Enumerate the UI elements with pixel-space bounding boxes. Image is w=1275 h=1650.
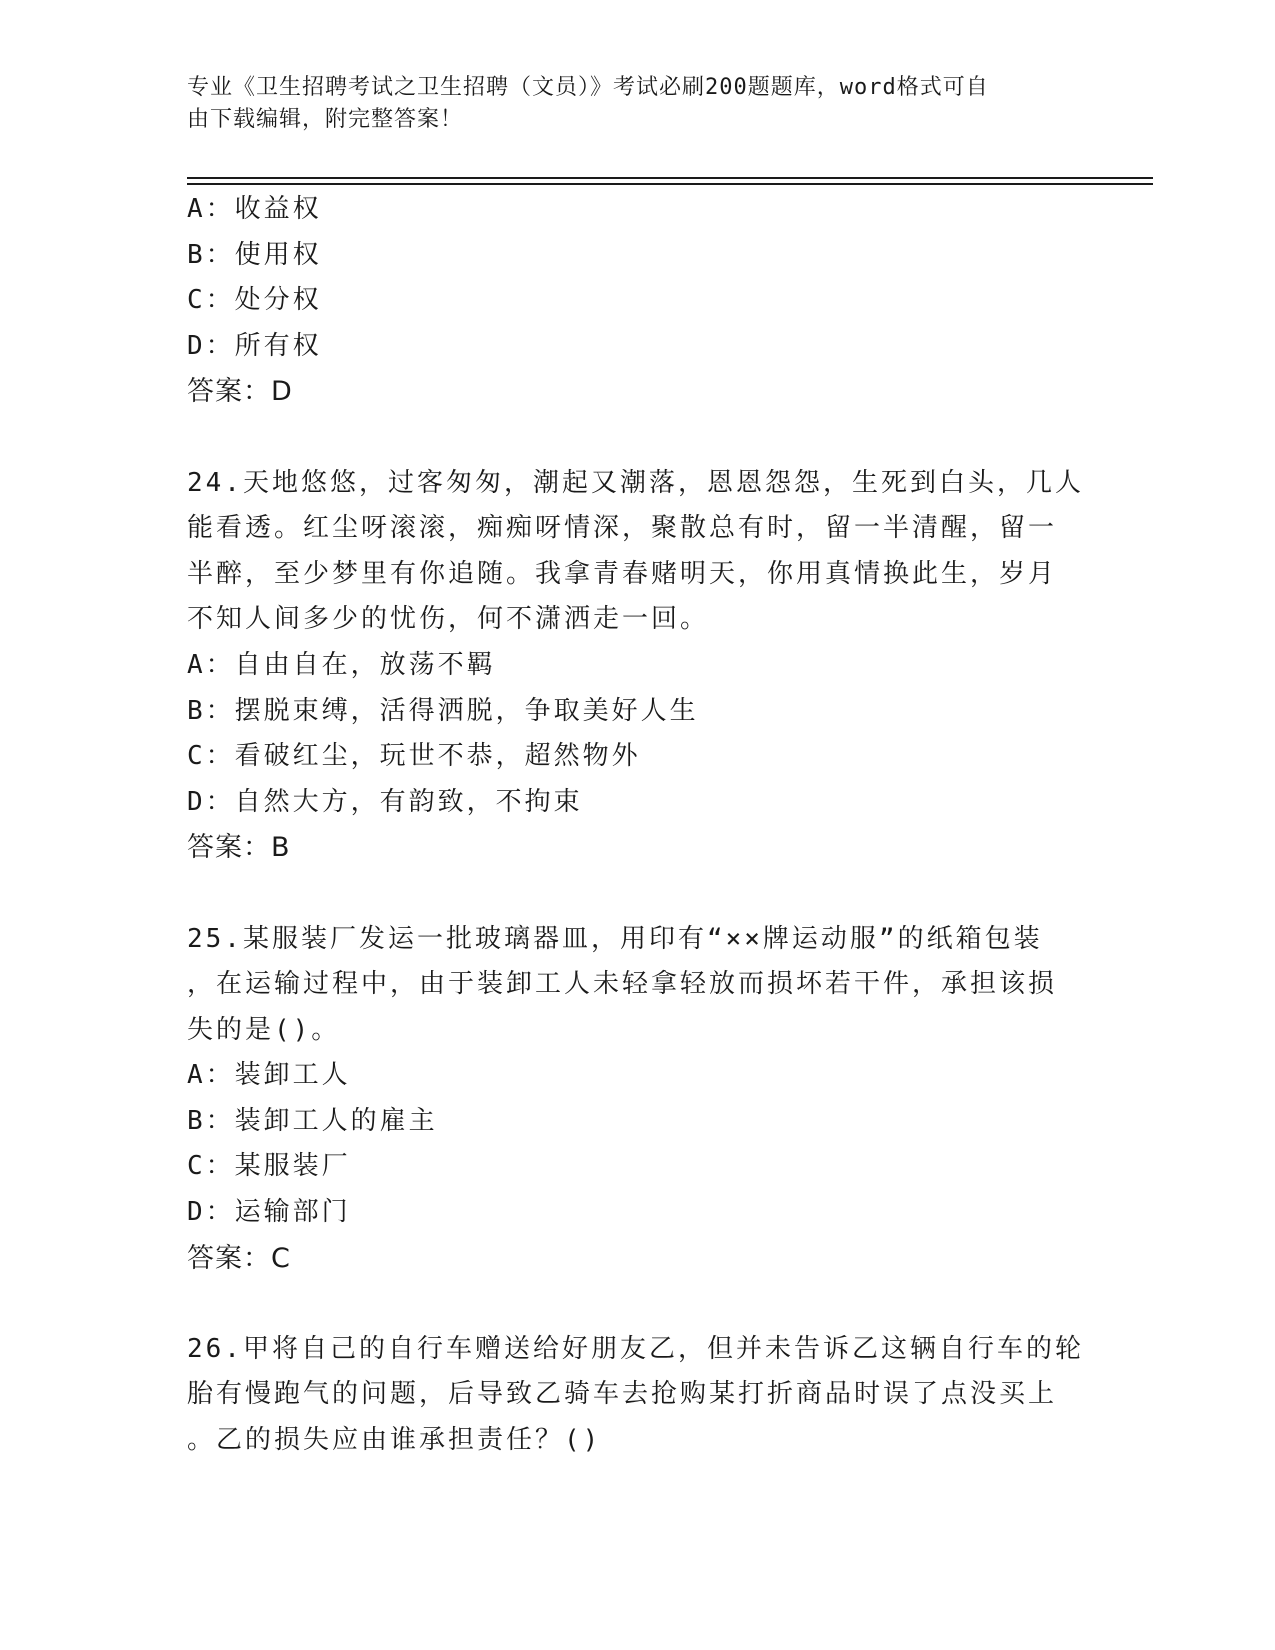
option-a: A：装卸工人 (187, 1060, 351, 1091)
option-b: B：使用权 (187, 239, 322, 270)
question-text-line: 25.某服装厂发运一批玻璃器皿，用印有“××牌运动服”的纸箱包装 (187, 923, 1043, 954)
question-text-line: 胎有慢跑气的问题，后导致乙骑车去抢购某打折商品时误了点没买上 (187, 1379, 1058, 1410)
header-title-line-1: 专业《卫生招聘考试之卫生招聘（文员）》考试必刷200题题库，word格式可自 (187, 75, 989, 100)
option-b: B：摆脱束缚，活得洒脱，争取美好人生 (187, 695, 699, 726)
header-divider-top (187, 177, 1153, 179)
option-b: B：装卸工人的雇主 (187, 1105, 438, 1136)
option-c: C：处分权 (187, 285, 322, 316)
question-23 (187, 187, 1087, 415)
option-a: A：自由自在，放荡不羁 (187, 649, 496, 680)
question-text-line: 半醉，至少梦里有你追随。我拿青春赌明天，你用真情换此生，岁月 (187, 558, 1058, 589)
document-header (187, 72, 1067, 136)
question-text-line: 不知人间多少的忧伤，何不潇洒走一回。 (187, 604, 710, 635)
option-d: D：自然大方，有韵致，不拘束 (187, 786, 583, 817)
question-text-line: ，在运输过程中，由于装卸工人未轻拿轻放而损坏若干件，承担该损 (187, 969, 1058, 1000)
option-a: A：收益权 (187, 194, 322, 224)
header-divider-bottom (187, 183, 1153, 185)
question-text-line: 26.甲将自己的自行车赠送给好朋友乙，但并未告诉乙这辆自行车的轮 (187, 1333, 1084, 1364)
question-26 (187, 1327, 1087, 1464)
question-text-line: 失的是()。 (187, 1014, 341, 1045)
question-text-line: 24.天地悠悠，过客匆匆，潮起又潮落，恩恩怨怨，生死到白头，几人 (187, 467, 1084, 498)
option-c: C：看破红尘，玩世不恭，超然物外 (187, 741, 641, 772)
question-24 (187, 461, 1087, 871)
answer-line: 答案：B (187, 832, 291, 864)
question-text-line: 能看透。红尘呀滚滚，痴痴呀情深，聚散总有时，留一半清醒，留一 (187, 513, 1058, 544)
spacer (187, 415, 1087, 461)
question-content (187, 187, 1087, 1464)
header-title-line-2: 由下载编辑，附完整答案！ (187, 107, 464, 132)
spacer (187, 1281, 1087, 1327)
option-d: D：所有权 (187, 330, 322, 361)
question-text-line: 。乙的损失应由谁承担责任？() (187, 1425, 602, 1456)
option-c: C：某服装厂 (187, 1151, 351, 1182)
question-25 (187, 917, 1087, 1282)
answer-line: 答案：D (187, 376, 293, 408)
answer-line: 答案：C (187, 1242, 291, 1274)
option-d: D：运输部门 (187, 1197, 351, 1228)
spacer (187, 871, 1087, 917)
